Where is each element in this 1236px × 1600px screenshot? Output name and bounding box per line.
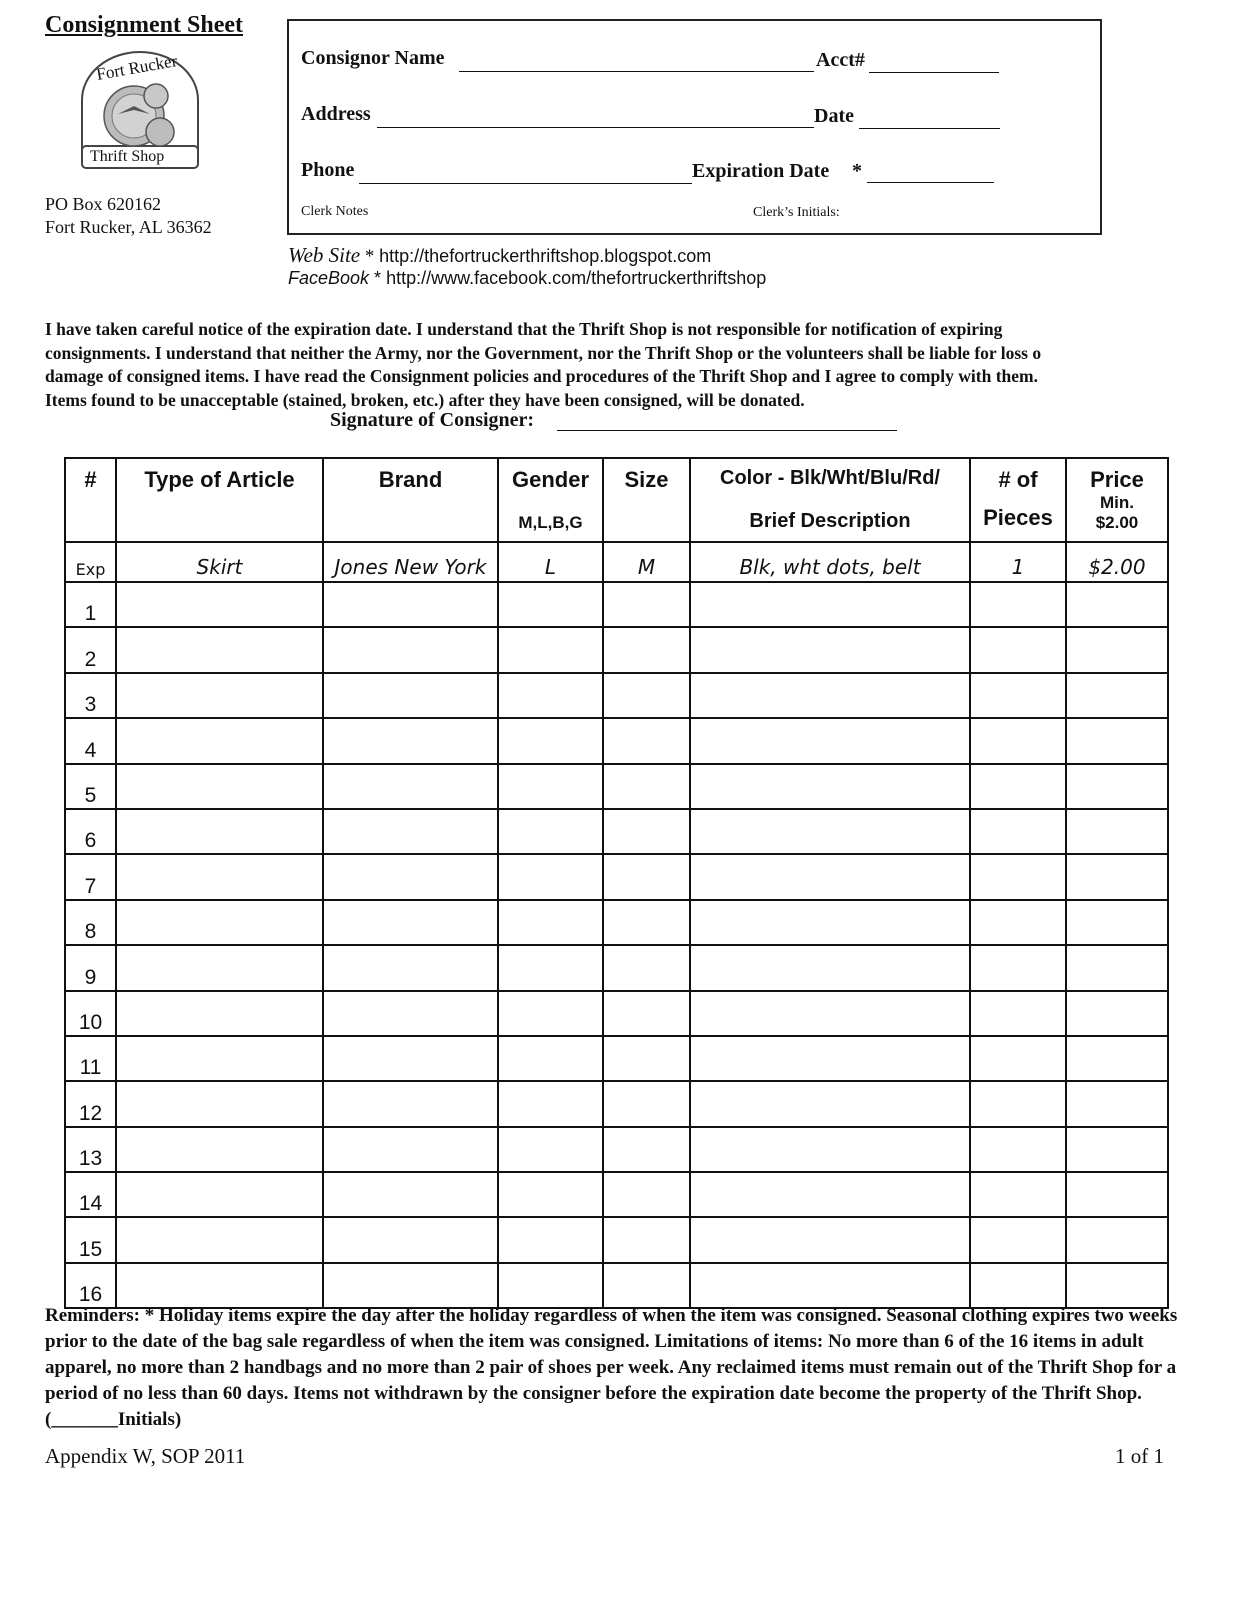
cell-size[interactable] [603, 673, 690, 718]
cell-brand[interactable] [323, 673, 498, 718]
example-brand: Jones New York [323, 542, 498, 582]
cell-pieces[interactable] [970, 1081, 1066, 1126]
cell-price[interactable] [1066, 809, 1168, 854]
row-number: 6 [65, 809, 116, 854]
cell-description[interactable] [690, 1217, 970, 1262]
cell-price[interactable] [1066, 1263, 1168, 1308]
row-number: 11 [65, 1036, 116, 1081]
phone-label: Phone [301, 159, 355, 181]
cell-gender[interactable] [498, 1263, 603, 1308]
cell-price[interactable] [1066, 1172, 1168, 1217]
table-row [65, 1081, 1168, 1126]
table-row [65, 764, 1168, 809]
logo-text-top: Fort Rucker [94, 51, 179, 84]
row-number: 9 [65, 945, 116, 990]
header-brand: Brand [323, 458, 498, 542]
phone-field[interactable] [359, 183, 692, 184]
cell-pieces[interactable] [970, 991, 1066, 1036]
reminders-text: Reminders: * Holiday items expire the day after the holiday regardless of when the item was consigned. Seasonal clothing expires two weeks prior to the date of the bag sale regardless of when the item was consigned. Limitations of items: No more than 6 of the 16 items in adult apparel, no more than 2 handbags and no more than 2 pair of shoes per week. Any reclaimed items must remain out of the Thrift Shop for a period of no less than 60 days. Items not withdrawn by the consigner before the expiration date become the property of the Thrift Shop. (_______Initials) [45, 1305, 1178, 1430]
cell-pieces[interactable] [970, 718, 1066, 763]
row-number: 15 [65, 1217, 116, 1262]
cell-gender[interactable] [498, 718, 603, 763]
cell-type[interactable] [116, 582, 323, 627]
cell-description[interactable] [690, 1172, 970, 1217]
cell-gender[interactable] [498, 1217, 603, 1262]
cell-gender[interactable] [498, 764, 603, 809]
cell-pieces[interactable] [970, 1172, 1066, 1217]
row-number: 14 [65, 1172, 116, 1217]
cell-brand[interactable] [323, 627, 498, 672]
thrift-shop-logo [78, 50, 202, 176]
acct-field[interactable] [869, 72, 999, 73]
example-row [65, 542, 1168, 582]
table-row [65, 945, 1168, 990]
example-price: $2.00 [1066, 542, 1168, 582]
cell-size[interactable] [603, 764, 690, 809]
cell-brand[interactable] [323, 1127, 498, 1172]
website-label: Web Site [288, 243, 361, 267]
cell-pieces[interactable] [970, 1263, 1066, 1308]
cell-type[interactable] [116, 945, 323, 990]
cell-gender[interactable] [498, 809, 603, 854]
cell-size[interactable] [603, 991, 690, 1036]
cell-price[interactable] [1066, 900, 1168, 945]
cell-type[interactable] [116, 764, 323, 809]
cell-brand[interactable] [323, 1081, 498, 1126]
cell-type[interactable] [116, 809, 323, 854]
cell-pieces[interactable] [970, 764, 1066, 809]
table-row [65, 900, 1168, 945]
row-number: 7 [65, 854, 116, 899]
cell-description[interactable] [690, 582, 970, 627]
row-number: 1 [65, 582, 116, 627]
signature-label: Signature of Consigner: [330, 409, 535, 431]
cell-price[interactable] [1066, 1127, 1168, 1172]
example-pieces: 1 [970, 542, 1066, 582]
cell-gender[interactable] [498, 627, 603, 672]
cell-description[interactable] [690, 854, 970, 899]
address-label: Address [301, 103, 371, 125]
cell-size[interactable] [603, 1081, 690, 1126]
cell-gender[interactable] [498, 1081, 603, 1126]
clerk-initials-label: Clerk’s Initials: [753, 205, 840, 220]
cell-pieces[interactable] [970, 1127, 1066, 1172]
signature-field[interactable] [557, 430, 897, 431]
cell-brand[interactable] [323, 945, 498, 990]
cell-gender[interactable] [498, 673, 603, 718]
table-row [65, 1263, 1168, 1308]
header-size: Size [603, 458, 690, 542]
table-row [65, 1217, 1168, 1262]
cell-price[interactable] [1066, 718, 1168, 763]
cell-type[interactable] [116, 1036, 323, 1081]
cell-brand[interactable] [323, 718, 498, 763]
expiration-asterisk: * [852, 160, 862, 182]
facebook-link[interactable]: http://www.facebook.com/thefortruckerthriftshop [386, 268, 767, 288]
cell-brand[interactable] [323, 1217, 498, 1262]
cell-pieces[interactable] [970, 900, 1066, 945]
cell-description[interactable] [690, 764, 970, 809]
page-title: Consignment Sheet [45, 12, 244, 38]
acct-label: Acct# [816, 49, 865, 71]
expiration-date-field[interactable] [867, 182, 994, 183]
cell-type[interactable] [116, 1263, 323, 1308]
cell-price[interactable] [1066, 991, 1168, 1036]
address-field[interactable] [377, 127, 814, 128]
website-link[interactable]: http://thefortruckerthriftshop.blogspot.com [379, 246, 712, 266]
example-label: Exp [65, 542, 116, 582]
cell-type[interactable] [116, 900, 323, 945]
cell-size[interactable] [603, 1263, 690, 1308]
cell-price[interactable] [1066, 673, 1168, 718]
header-type-of-article: Type of Article [116, 458, 323, 542]
cell-brand[interactable] [323, 582, 498, 627]
table-row [65, 991, 1168, 1036]
row-number: 4 [65, 718, 116, 763]
table-row [65, 673, 1168, 718]
cell-description[interactable] [690, 991, 970, 1036]
cell-type[interactable] [116, 991, 323, 1036]
cell-pieces[interactable] [970, 809, 1066, 854]
row-number: 10 [65, 991, 116, 1036]
policy-line: consignments. I understand that neither the Army, nor the Government, nor the Thrift Shop or the volunteers shall be liable for loss o [45, 342, 1042, 363]
cell-gender[interactable] [498, 582, 603, 627]
consignment-items-table [64, 457, 1169, 1309]
cell-description[interactable] [690, 900, 970, 945]
cell-type[interactable] [116, 1127, 323, 1172]
cell-brand[interactable] [323, 854, 498, 899]
table-row [65, 582, 1168, 627]
consignor-name-label: Consignor Name [301, 47, 445, 69]
cell-brand[interactable] [323, 1036, 498, 1081]
cell-type[interactable] [116, 673, 323, 718]
cell-size[interactable] [603, 718, 690, 763]
row-number: 16 [65, 1263, 116, 1308]
date-label: Date [814, 105, 854, 127]
cell-brand[interactable] [323, 1263, 498, 1308]
example-gender: L [498, 542, 603, 582]
table-row [65, 1036, 1168, 1081]
date-field[interactable] [859, 128, 1000, 129]
cell-size[interactable] [603, 582, 690, 627]
table-row [65, 854, 1168, 899]
cell-size[interactable] [603, 900, 690, 945]
cell-brand[interactable] [323, 764, 498, 809]
address-line-1: PO Box 620162 [45, 194, 162, 214]
cell-pieces[interactable] [970, 1217, 1066, 1262]
expiration-date-label: Expiration Date [692, 160, 830, 182]
table-row [65, 627, 1168, 672]
cell-type[interactable] [116, 854, 323, 899]
consignor-info-box [287, 19, 1102, 235]
cell-description[interactable] [690, 1081, 970, 1126]
cell-description[interactable] [690, 945, 970, 990]
cell-gender[interactable] [498, 991, 603, 1036]
row-number: 2 [65, 627, 116, 672]
row-number: 3 [65, 673, 116, 718]
header-gender: Gender M,L,B,G [498, 458, 603, 542]
mailing-address [45, 193, 212, 239]
cell-size[interactable] [603, 1127, 690, 1172]
cell-size[interactable] [603, 1217, 690, 1262]
policy-statement [45, 318, 1236, 412]
cell-description[interactable] [690, 1127, 970, 1172]
cell-gender[interactable] [498, 1127, 603, 1172]
cell-brand[interactable] [323, 1172, 498, 1217]
cell-size[interactable] [603, 1036, 690, 1081]
policy-line: damage of consigned items. I have read the Consignment policies and procedures of the Thrift Shop and I agree to comply with them. [45, 366, 1038, 386]
cell-description[interactable] [690, 1036, 970, 1081]
example-description: Blk, wht dots, belt [690, 542, 970, 582]
policy-line: I have taken careful notice of the expiration date. I understand that the Thrift Shop is not responsible for notification of expiring [45, 319, 1003, 339]
cell-description[interactable] [690, 627, 970, 672]
website-line: Web Site * http://thefortruckerthriftshop.blogspot.com [288, 243, 712, 267]
row-number: 12 [65, 1081, 116, 1126]
policy-line: Items found to be unacceptable (stained, broken, etc.) after they have been consigned, will be donated. [45, 389, 805, 410]
cell-price[interactable] [1066, 854, 1168, 899]
header-pieces: # of Pieces [970, 458, 1066, 542]
cell-brand[interactable] [323, 900, 498, 945]
cell-pieces[interactable] [970, 582, 1066, 627]
header-price: Price Min. $2.00 [1066, 458, 1168, 542]
header-color-description: Color - Blk/Wht/Blu/Rd/ Brief Description [690, 458, 970, 542]
appendix-footer: Appendix W, SOP 2011 [45, 1444, 246, 1468]
address-line-2: Fort Rucker, AL 36362 [45, 217, 212, 237]
cell-description[interactable] [690, 673, 970, 718]
cell-type[interactable] [116, 718, 323, 763]
cell-gender[interactable] [498, 900, 603, 945]
cell-size[interactable] [603, 854, 690, 899]
cell-description[interactable] [690, 718, 970, 763]
row-number: 5 [65, 764, 116, 809]
row-number: 13 [65, 1127, 116, 1172]
cell-price[interactable] [1066, 1217, 1168, 1262]
cell-gender[interactable] [498, 1172, 603, 1217]
cell-size[interactable] [603, 1172, 690, 1217]
clerk-notes-label: Clerk Notes [301, 204, 369, 219]
header-number: # [65, 458, 116, 542]
cell-price[interactable] [1066, 627, 1168, 672]
table-row [65, 809, 1168, 854]
cell-gender[interactable] [498, 854, 603, 899]
cell-type[interactable] [116, 1172, 323, 1217]
cell-brand[interactable] [323, 809, 498, 854]
cell-price[interactable] [1066, 764, 1168, 809]
facebook-label: FaceBook [288, 268, 370, 288]
cell-price[interactable] [1066, 1081, 1168, 1126]
cell-size[interactable] [603, 945, 690, 990]
cell-size[interactable] [603, 627, 690, 672]
table-row [65, 718, 1168, 763]
cell-brand[interactable] [323, 991, 498, 1036]
cell-type[interactable] [116, 1081, 323, 1126]
example-size: M [603, 542, 690, 582]
cell-description[interactable] [690, 809, 970, 854]
page-number: 1 of 1 [1115, 1444, 1164, 1468]
cell-pieces[interactable] [970, 854, 1066, 899]
row-number: 8 [65, 900, 116, 945]
table-row [65, 1172, 1168, 1217]
cell-price[interactable] [1066, 945, 1168, 990]
cell-type[interactable] [116, 627, 323, 672]
logo-text-bottom: Thrift Shop [90, 148, 165, 165]
cell-pieces[interactable] [970, 673, 1066, 718]
cell-price[interactable] [1066, 582, 1168, 627]
cell-type[interactable] [116, 1217, 323, 1262]
cell-gender[interactable] [498, 945, 603, 990]
cell-description[interactable] [690, 1263, 970, 1308]
cell-price[interactable] [1066, 1036, 1168, 1081]
cell-pieces[interactable] [970, 627, 1066, 672]
cell-pieces[interactable] [970, 1036, 1066, 1081]
cell-pieces[interactable] [970, 945, 1066, 990]
consignor-name-field[interactable] [459, 71, 814, 72]
cell-size[interactable] [603, 809, 690, 854]
cell-gender[interactable] [498, 1036, 603, 1081]
table-header-row [65, 458, 1168, 542]
table-row [65, 1127, 1168, 1172]
facebook-line: FaceBook * http://www.facebook.com/thefortruckerthriftshop [288, 268, 767, 288]
example-type: Skirt [116, 542, 323, 582]
